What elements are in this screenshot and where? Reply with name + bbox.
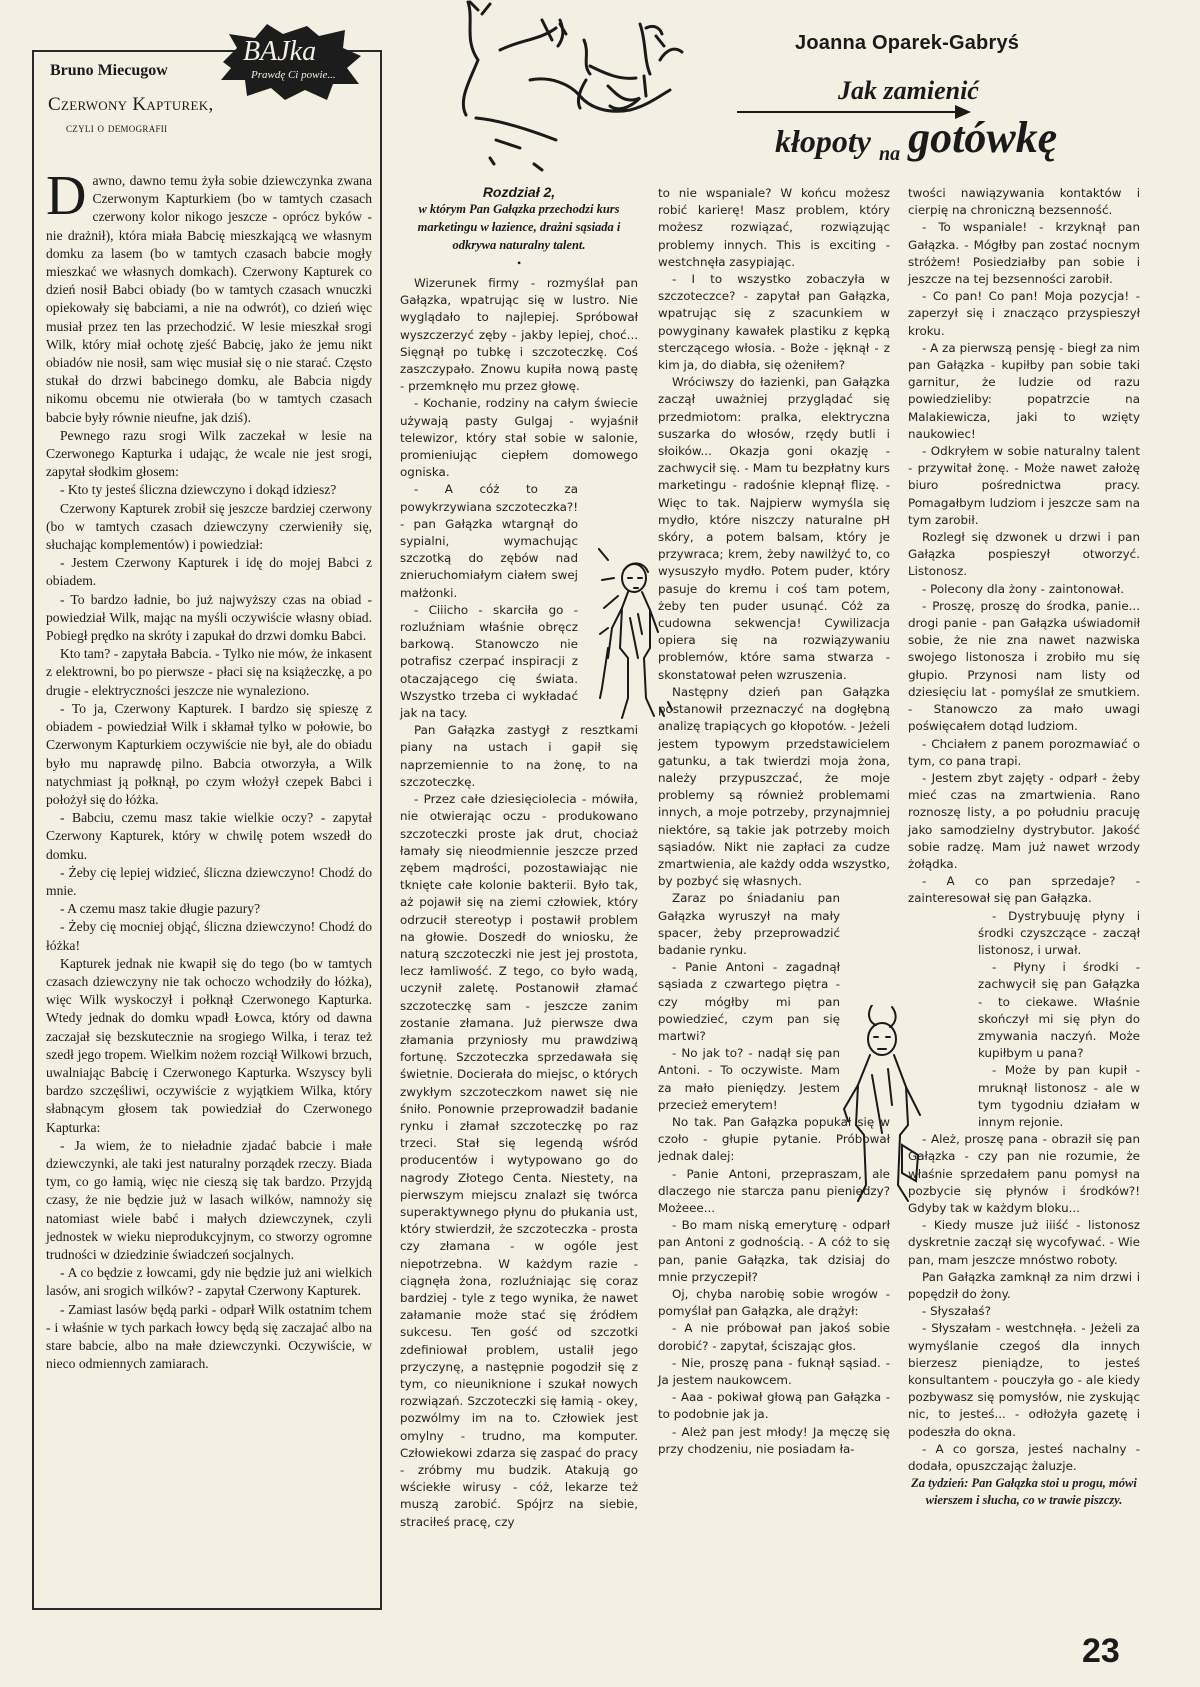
col3-paragraph: Rozległ się dzwonek u drzwi i pan Gałązka pospieszył otworzyć. Listonosz.: [908, 530, 1140, 579]
left-paragraph-0: Dawno, dawno temu żyła sobie dziewczynka zwana Czerwonym Kapturkiem (bo w tamtych czasach czerwony kolor nikogo jeszcze - oprócz byków - nie drażnił), która miała Babcię mieszkającą we własnym domku za lasem (bo w tamtych czasach babcie mogły mieszkać we własnych domkach). Czerwony Kapturek co dzień nosił Babci obiady (bo w tamtych czasach wnuczki opiekowały się babciami, a nie na odwrót), co dzień więc musiał przez ten las przechodzić. W lesie mieszkał srogi Wilk, który miał ochotę zjeść Babcię, jako że jemu nikt obiadów nie nosił, sam więc musiał się o nie starać. Często stukał do drzwi babcinego domku, ale Babcia nigdy nikomu obcemu nie otwierała (bo w tamtych czasach babcie były równie nieufne, jak dziś).: [46, 165, 372, 425]
col3-paragraph: - Kiedy musze już iiiść - listonosz dyskretnie zaczął się wycofywać. - Wie pan, mam jeszcze mnóstwo roboty.: [908, 1218, 1140, 1267]
col1-paragraph: - Przez całe dziesięciolecia - mówiła, nie otwierając oczu - produkowano szczoteczki proste jak drut, chociaż łamały się nieodmiennie jeszcze przed zębem mądrości, pozostawiając nie tknięte całe kolonie bakterii. Było tak, aż pojawił się na ziemi człowiek, który odrzucił stereotyp i postawił problem na głowie. Doszedł do wniosku, że naturą szczoteczki nie jest jej prostota, lecz łamliwość. Z tego, co było wadą, uczynił zaletę. Postanowił złamać szczoteczkę sam - jeszcze zanim zostanie złamana. Już pierwsze dwa złamania przyniosły mu prawdziwą fortunę. Szczoteczka sprzedawała się świetnie. Docierała do miejsc, o których zwykłym szczoteczkom nawet się nie śniło. Ponownie przeprowadził badanie rynku i złamał szczoteczkę po raz trzeci. Stał się legendą wśród producentów i wytypowano go do nagrody Złotego Centa. Niestety, na pierwszym miejscu znalazł się twórca superaktywnego płynu do płukania ust, który stwierdził, że szczoteczka - prosta czy złamana - w ogóle jest niepotrzebna. W każdym razie - ciągnęła żona, rozluźniając się coraz bardziej - tyle z tego wynika, że nawet załamanie może stać się źródłem sukcesu. Ten gość od szczotki zdefiniował problem, ustalił jego przyczynę, a następnie pogodził się z tym, co nieuniknione i szukał nowych rozwiązań. Szczoteczki się łamią - okey, pozwólmy im na to. Człowiek jest omylny - trudno, ma komputer. Człowiekowi zdarza się zaspać do pracy - zróbmy mu budzik. Atakują go wściekłe wirusy - cóż, lekarze też muszą zarobić. Spójrz na siebie, straciłeś pracę, czy: [400, 792, 638, 1529]
chapter-bullet: •: [516, 256, 522, 270]
col2-paragraph: Wróciwszy do łazienki, pan Gałązka zaczął uważniej przyglądać się przedmiotom: pralka, elektryczna suszarka do włosów, rzędy butli i słoików... Okazja goni okazję - zachwycił się. - Mam tu bezpłatny kurs marketingu - radośnie klepnął flizę. - Więc to tak. Najpierw wymyśla się mydło, które niszczy naturalne pH skóry, a potem balsam, który je przywraca; krem, żeby nawilżyć to, co wysuszyło mydło. Potem puder, który pasuje do kremu i coś tam potem, żeby ten puder usunąć. Cóż za cudowna sekwencja! Cywilizacja opiera się na rozwiązywaniu problemów, które sama stwarza - skonstatował pełen wzruszenia.: [658, 375, 890, 682]
col1-paragraph: Wizerunek firmy - rozmyślał pan Gałązka, wpatrując się w lustro. Nie wyglądało to najlepiej. Spróbował wyszczerzyć zęby - jakby lepiej, choć... Sięgnął po tubkę i szczoteczkę. Coś zaszczypało. Znowu kupiła nową pastę - przemknęło mu przez głowę.: [400, 276, 638, 394]
left-paragraph: - Zamiast lasów będą parki - odparł Wilk ostatnim tchem - i właśnie w tych parkach łowcy będą się zaczajać albo na stare babcie, albo na małe dziewczynki. Oczywiście, w nieco odmiennych zamiarach.: [46, 1301, 372, 1372]
col2-paragraph: - A nie próbował pan jakoś sobie dorobić? - zapytał, ściszając głos.: [658, 1321, 890, 1353]
col2-paragraph: to nie wspaniale? W końcu możesz robić karierę! Masz problem, który możesz rozwiązać, rozwiązując problemy innych. This is exciting - westchnęła zasypiając.: [658, 186, 890, 269]
col3-paragraph: - Słyszałaś?: [922, 1304, 991, 1319]
left-paragraph: - Babciu, czemu masz takie wielkie oczy? - zapytał Czerwony Kapturek, który w chwilę potem wszedł do domku.: [46, 810, 372, 862]
chapter-title: Rozdział 2,: [482, 184, 556, 200]
col2-paragraph: - Aaa - pokiwał głową pan Gałązka - to podobnie jak ja.: [658, 1390, 890, 1422]
col2-paragraph: - No jak to? - nadął się pan Antoni. - To oczywiste. Mam za mało pieniędzy. Jestem przecież emerytem!: [658, 1046, 840, 1112]
title-word-klopoty: kłopoty: [775, 123, 871, 159]
col3-paragraph: - To wspaniale! - krzyknął pan Gałązka. - Mógłby pan zostać nocnym stróżem! Posiedziałby pan sobie i jeszcze na tej bezsenności zarobił.: [908, 220, 1140, 287]
right-article-author: Joanna Oparek-Gabryś: [795, 32, 1020, 54]
chapter-heading: [400, 184, 638, 271]
col3-paragraph: - A co gorsza, jesteś nachalny - dodała, opuszczając żaluzje.: [908, 1441, 1140, 1474]
col1-paragraph: - A cóż to za powykrzywiana szczoteczka?! - pan Gałązka wtargnął do sypialni, wymachując szczotką do zębów nad znieruchomiałym ciałem swej małżonki.: [400, 482, 578, 600]
bajka-badge: [215, 22, 365, 102]
left-article-body: [46, 165, 372, 1373]
col2-paragraph: - Nie, proszę pana - fuknął sąsiad. - Ja jestem naukowcem.: [658, 1355, 890, 1388]
col3-paragraph: - Co pan! Co pan! Moja pozycja! - zaperzył się i znacząco przyspieszył kroku.: [908, 289, 1140, 338]
col3-paragraph: - Płyny i środki - zachwycił się pan Gałązka - to ciekawe. Właśnie skończył mi się płyn do zmywania naczyń. Może kupiłbym u pana?: [978, 960, 1140, 1061]
title-word-gotowke: gotówkę: [908, 113, 1058, 162]
article-column-3: [908, 185, 1140, 1510]
article-column-2: [658, 185, 890, 1458]
left-paragraph: - Ja wiem, że to nieładnie zjadać babcie i małe dziewczynki, ale taki jest naturalny porządek rzeczy. Biada tym, co go łamią, więc nie cieszą się tak bardzo. Przyjdą czasy, że nie będzie już w lasach wilków, namnoży się natomiast wiele babć i małych dziewczynek, czyli jednostek w wieku nieprodukcyjnym, co stworzy ogromne trudności w dziedzinie świadczeń socjalnych.: [46, 1137, 372, 1262]
col2-paragraph: Oj, chyba narobię sobie wrogów - pomyślał pan Gałązka, ale drążył:: [658, 1287, 890, 1319]
left-paragraph: - Żeby cię mocniej objąć, śliczna dziewczyno! Chodź do łóżka!: [46, 919, 372, 953]
right-article-title-line1: Jak zamienić: [838, 76, 979, 105]
left-paragraph: - To ja, Czerwony Kapturek. I bardzo się spieszę z obiadem - powiedział Wilk i skłamał tylko w połowie, bo Czerwonym Kapturkiem oczywiście nie był, ale do obiadu było mu naprawdę pilno. Babcia otworzyła, a Wilk natychmiast ją połknął, po czym włożył czepek Babci i położył się do łóżka.: [46, 700, 372, 807]
col2-paragraph: - Ależ pan jest młody! Ja męczę się przy chodzeniu, nie posiadam ła-: [658, 1424, 890, 1456]
left-paragraph: Pewnego razu srogi Wilk zaczekał w lesie na Czerwonego Kapturka i udając, że wcale nie jest srogi, zapytał słodkim głosem:: [46, 427, 372, 480]
next-week-signoff: Za tydzień: Pan Gałązka stoi u progu, mówi wierszem i słucha, co w trawie piszczy.: [911, 1476, 1137, 1508]
header-sketch-illustration: [460, 0, 750, 175]
left-paragraph: - A co będzie z łowcami, gdy nie będzie już ani wielkich lasów, ani srogich wilków? - zapytał Czerwony Kapturek.: [46, 1265, 372, 1299]
left-article-author: Bruno Miecugow: [50, 62, 168, 79]
left-paragraph: Kto tam? - zapytała Babcia. - Tylko nie mów, że inkasent z elektrowni, bo po pierwsze - płaci się na książeczkę, a po drugie - elektryczności jeszcze nie wynaleziono.: [46, 646, 372, 698]
article-column-1: [400, 275, 638, 1531]
col3-paragraph: - Odkryłem w sobie naturalny talent - przywitał żonę. - Może nawet założę biuro pośrednictwa pracy. Pomagałbym ludziom i jeszcze sam na tym zarobił.: [908, 444, 1140, 527]
col3-paragraph: twości nawiązywania kontaktów i cierpię na chroniczną bezsenność.: [908, 186, 1140, 218]
badge-main-text: BAJka: [243, 36, 317, 67]
col3-paragraph: - A co pan sprzedaje? - zainteresował się pan Gałązka.: [908, 874, 1140, 906]
col2-paragraph: Zaraz po śniadaniu pan Gałązka wyruszył na mały spacer, żeby przeprowadzić badanie rynku.: [658, 891, 840, 957]
left-paragraph: Kapturek jednak nie kwapił się do tego (bo w tamtych czasach dziewczyny nie tak ochoczo wchodziły do łóżka), więc Wilk wyskoczył i połknął Czerwonego Kapturka. Wtedy jednak do domku wpadł Łowca, który od dawna zaczajał się bezskutecznie na srogiego Wilka, i teraz też szedł jego tropem. Wielkim nożem rozciął Wilkowi brzuch, uwalniając Babcię i Czerwonego Kapturka. Wszyscy byli bardzo szczęśliwi, oczywiście z wyjątkiem Wilka, który słabnącym głosem tak powiedział do Czerwonego Kapturka:: [46, 955, 372, 1135]
col3-paragraph: - Chciałem z panem porozmawiać o tym, co pana trapi.: [908, 736, 1140, 768]
page-number: 23: [1082, 1632, 1120, 1670]
left-paragraph: - Jestem Czerwony Kapturek i idę do mojej Babci z obiadem.: [46, 555, 372, 589]
left-paragraph: - A czemu masz takie długie pazury?: [60, 901, 261, 917]
badge-sub-text: Prawdę Ci powie...: [251, 69, 336, 81]
col2-paragraph: - I to wszystko zobaczyła w szczoteczce? - zapytał pan Gałązka, wpatrując się z szacunkiem w powyginany kawałek plastiku z kępką sterczącego włosia. - Boże - jęknął - z kim ja, do diabła, się ożeniłem?: [658, 272, 890, 373]
col2-paragraph: - Panie Antoni - zagadnął sąsiada z czwartego piętra - czy mógłby mi pan powiedzieć, czym pan się martwi?: [658, 960, 840, 1043]
col3-paragraph: - Polecony dla żony - zaintonował.: [922, 581, 1125, 596]
col3-paragraph: - Słyszałam - westchnęła. - Jeżeli za wymyślanie czegoś dla innych bierzesz pieniądze, to jesteś konsultantem - pouczyła go - ale kiedy pozbywasz się pomysłów, nie zyskując nic, to jesteś... - odłożyła gazetę i podeszła do okna.: [908, 1321, 1140, 1439]
col1-paragraph: - Kochanie, rodziny na całym świecie używają pasty Gulgaj - wyjaśnił telewizor, który stał sobie w salonie, promieniując ciepłem domowego ogniska.: [400, 396, 638, 480]
left-article-subtitle: czyli o demografii: [66, 120, 168, 135]
col3-paragraph: - Jestem zbyt zajęty - odparł - żeby mieć czas na zmartwienia. Rano roznoszę listy, a po południu pracuję jako samodzielny dystrybutor. Jakość sobie radzę. Mam już nawet wrzody żołądka.: [908, 770, 1140, 871]
drop-cap: D: [46, 165, 87, 227]
col2-paragraph: No tak. Pan Gałązka popukał się w czoło - głupie pytanie. Próbował jednak dalej:: [658, 1114, 890, 1164]
left-paragraph: Czerwony Kapturek zrobił się jeszcze bardziej czerwony (bo w tamtych czasach dziewczyny czerwieniły się, słuchając komplementów) i powiedział:: [46, 500, 372, 553]
col2-paragraph: Następny dzień pan Gałązka postanowił przeznaczyć na dogłębną analizę trapiących go kłopotów. - Jeżeli jestem typowym przedstawicielem gatunku, a tak twierdzi moja żona, należy przypuszczać, że moje problemy są również problemami innych, a moje potrzeby, przynajmniej niektóre, są takie jak potrzeby moich sąsiadów. Nikt nie zapłaci za cudze zmartwienia, ale każdy odda wszystko, by pozbyć się własnych.: [658, 684, 890, 889]
chapter-subtitle: w którym Pan Gałązka przechodzi kurs marketingu w łazience, drażni sąsiada i odkrywa naturalny talent.: [417, 202, 621, 252]
left-paragraph: - To bardzo ładnie, bo już najwyższy czas na obiad - powiedział Wilk, mając na myśli oczywiście własny obiad. Pobiegł prędko na skróty i zapukał do drzwi domku Babci.: [46, 591, 372, 644]
col3-paragraph: - Dystrybuuję płyny i środki czyszczące - zaczął listonosz, i urwał.: [978, 908, 1140, 957]
col3-paragraph: - A za pierwszą pensję - biegł za nim pan Gałązka - kupiłby pan sobie taki garnitur, że ludzie od razu powiedzieliby: popatrzcie na Malakiewicza, jaki to wzięty naukowiec!: [908, 340, 1140, 441]
col2-paragraph: - Panie Antoni, przepraszam, ale dlaczego nie starcza panu pieniędzy? Możeee...: [658, 1166, 890, 1215]
col1-paragraph: - Ciiicho - skarciła go - rozluźniam właśnie obręcz barkową. Stanowczo nie potrafisz czerpać inspiracji z otaczającego cię świata. Wszystko trzeba ci wykładać jak na tacy.: [400, 602, 578, 721]
left-paragraph: - Kto ty jesteś śliczna dziewczyno i dokąd idziesz?: [60, 482, 337, 498]
col1-paragraph: Pan Gałązka zastygł z resztkami piany na ustach i gapił się naprzemiennie to na żonę, to na szczoteczkę.: [400, 723, 638, 789]
right-article-title-line2: [775, 112, 1057, 166]
col3-paragraph: Pan Gałązka zamknął za nim drzwi i popędził do żony.: [908, 1269, 1140, 1301]
col3-paragraph: - Ależ, proszę pana - obraził się pan Gałązka - czy pan nie rozumie, że właśnie sprzedałem panu pomysł na pozbycie się płynów i środków?! Gdyby tak w każdym bloku...: [908, 1132, 1140, 1215]
left-paragraph: - Żeby cię lepiej widzieć, śliczna dziewczyno! Chodź do mnie.: [46, 864, 372, 898]
col2-paragraph: - Bo mam niską emeryturę - odparł pan Antoni z godnością. - A cóż to się pan, panie Gałązka, tak dzisiaj do mnie przyczepił?: [658, 1218, 890, 1284]
col3-paragraph: - Może by pan kupił - mruknął listonosz - ale w tym tygodniu działam w innym rejonie.: [978, 1063, 1140, 1129]
title-word-na: na: [878, 143, 901, 165]
col3-paragraph: - Proszę, proszę do środka, panie... drogi panie - pan Gałązka uświadomił sobie, że nie zna nawet nazwiska swojego listonosza i zrobiło mu się głupio. Przynosi nam listy od dziesięciu lat - pomyślał ze smutkiem. - Stanowczo za mało uwagi poświęcałem dotąd ludziom.: [908, 598, 1140, 734]
left-article-title: Czerwony Kapturek,: [48, 94, 214, 115]
